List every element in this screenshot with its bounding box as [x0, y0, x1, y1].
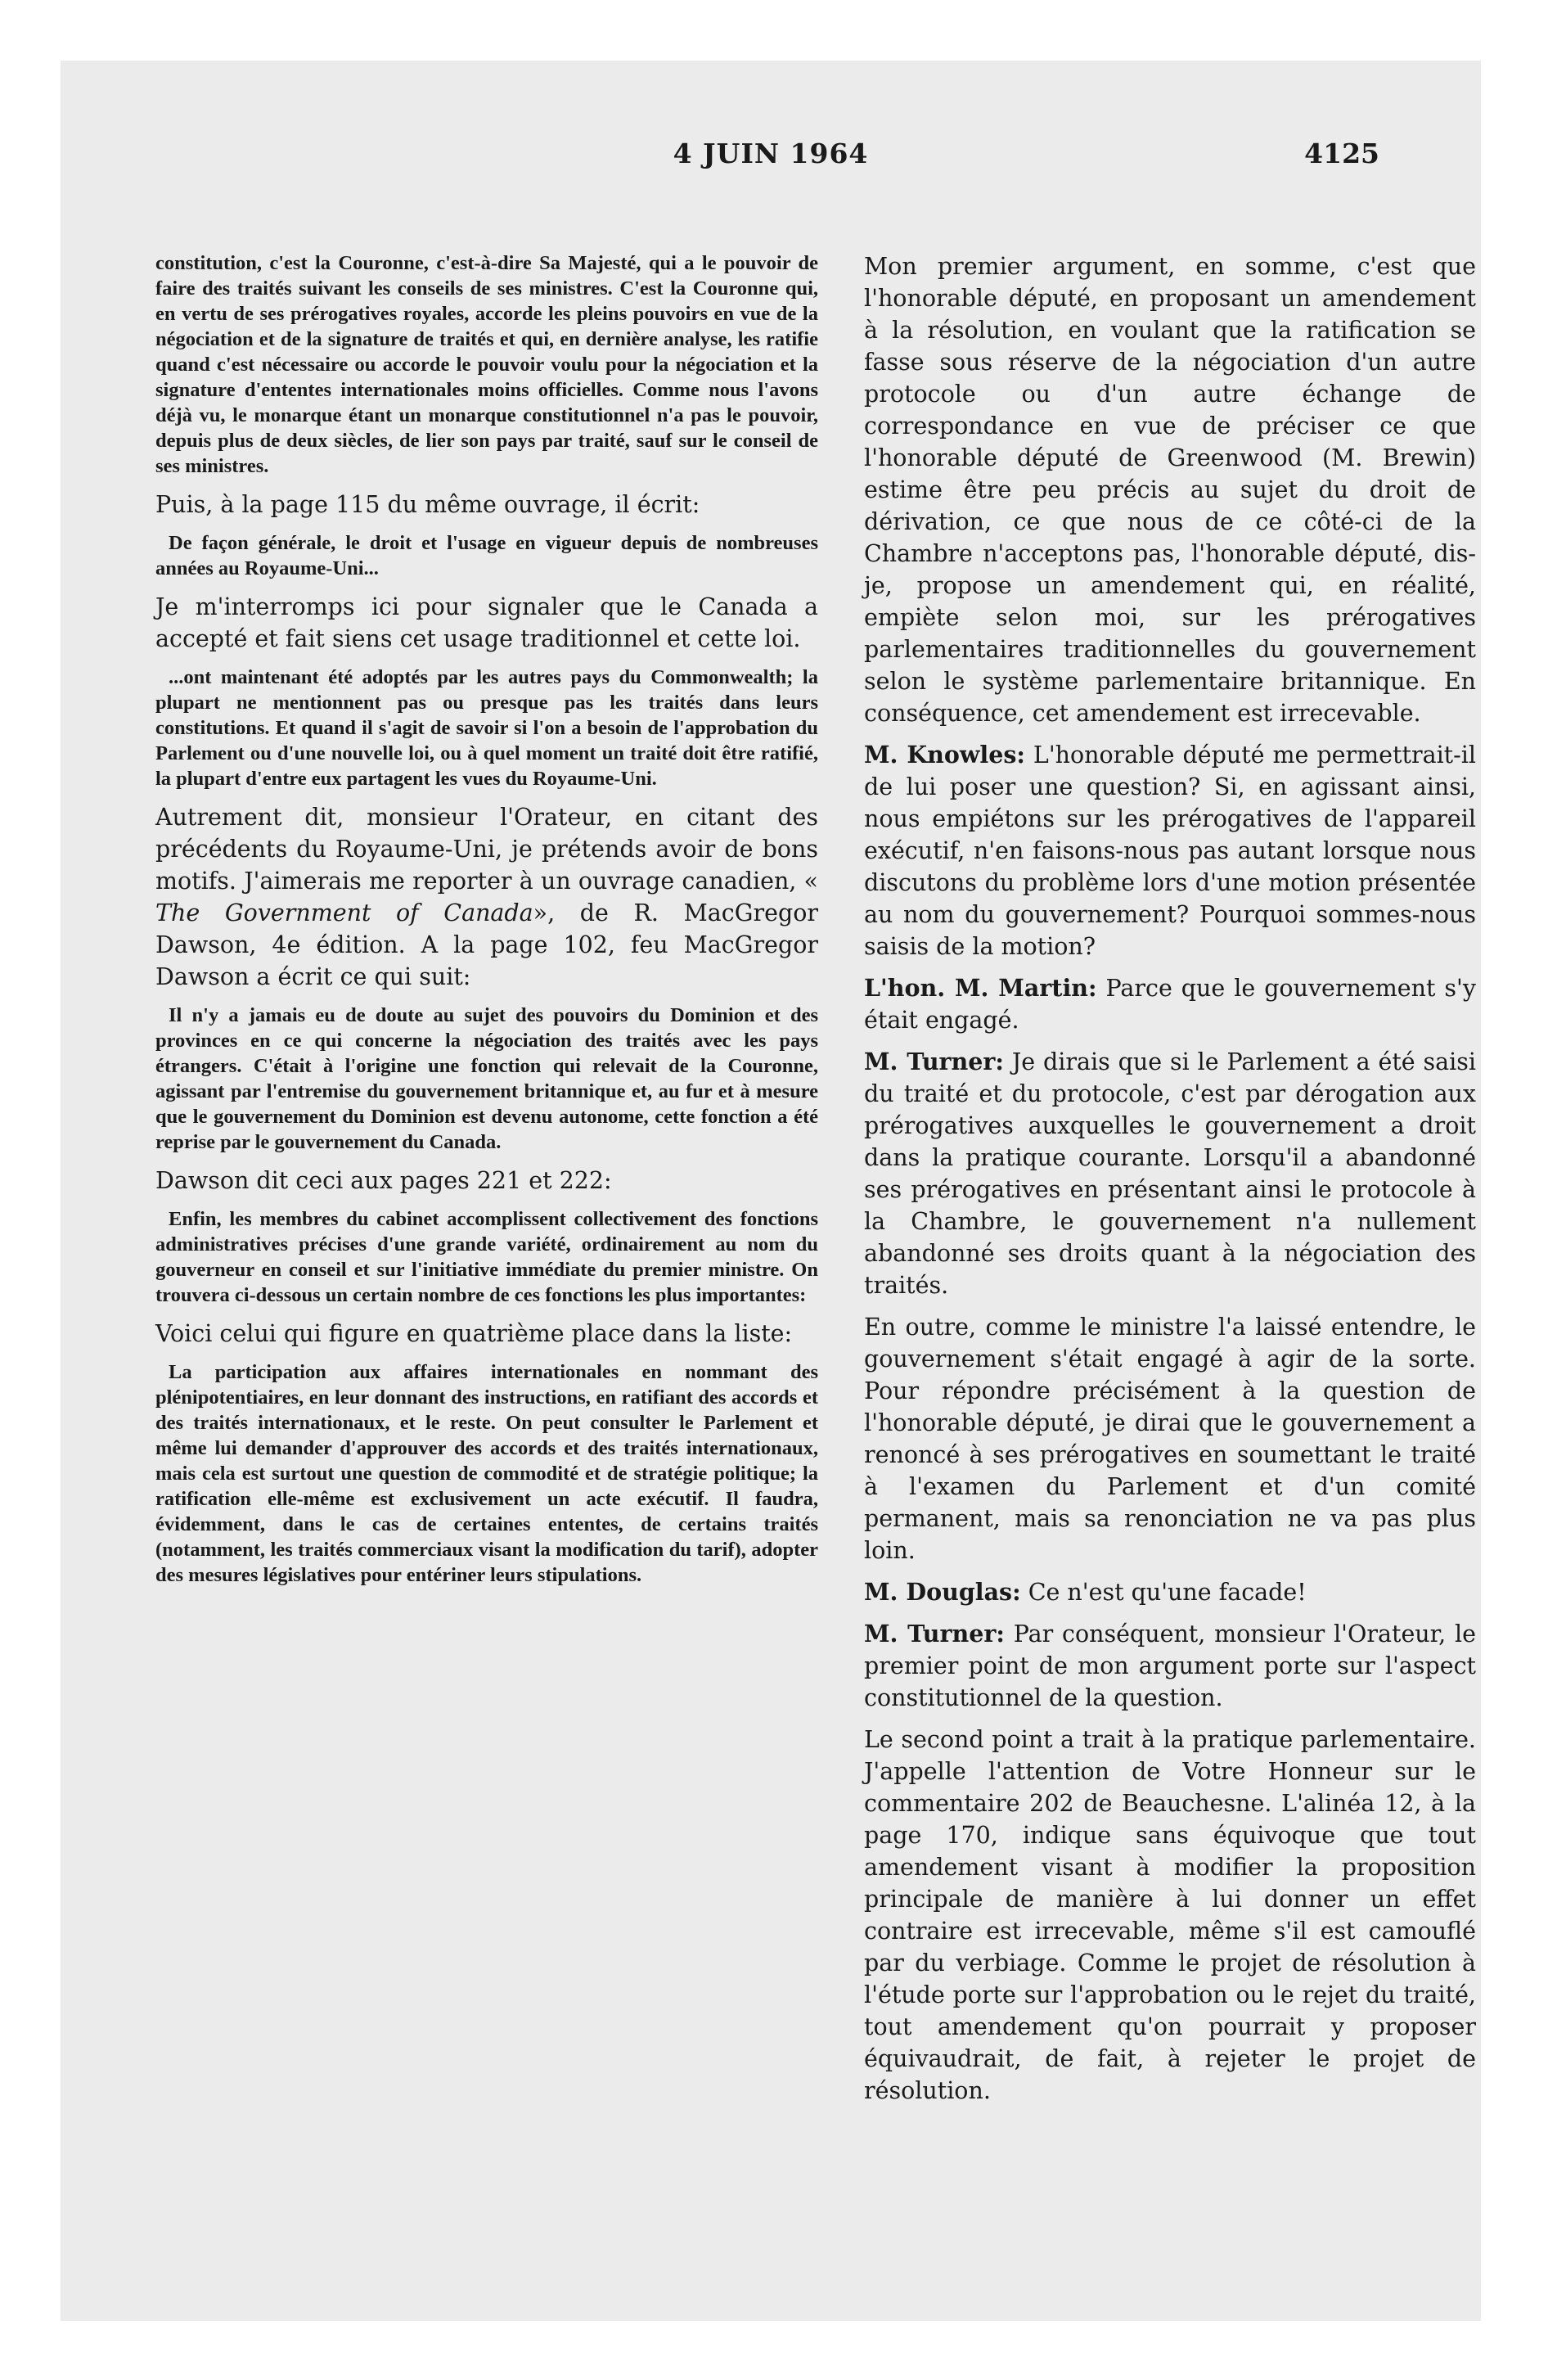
speech-text: L'honorable député me permettrait-il de lui poser une question? Si, en agissant ainsi, nous empiétons sur les prérogatives de l'appareil exécutif, n'en faisons-nous pas autant lorsque nous discutons du problème lors d'une motion présentée au nom du gouvernement? Pourquoi sommes-nous saisis de la motion? — [864, 741, 1476, 960]
speech-text: Parce que le gouvernement s'y était engagé. — [864, 975, 1476, 1034]
speech-paragraph: Je m'interromps ici pour signaler que le Canada a accepté et fait siens cet usage traditionnel et cette loi. — [155, 593, 818, 652]
speaker-name: M. Douglas: — [864, 1578, 1021, 1606]
speech-paragraph — [864, 1046, 1476, 1301]
book-title: The Government of Canada — [155, 899, 533, 926]
speech-text: Je dirais que si le Parlement a été saisi du traité et du protocole, c'est par dérogation aux prérogatives auxquelles le gouvernement a droit dans la pratique courante. Lorsqu'il a abandonné ses prérogatives en présentant ainsi le protocole à la Chambre, le gouvernement n'a nullement abandonné ses droits quant à la négociation des traités. — [864, 1048, 1477, 1299]
speech-paragraph — [864, 1618, 1476, 1714]
speech-text: Mon premier argument, en somme, c'est que l'honorable député, en proposant un amendement à la résolution, en voulant que la ratification se fasse sous réserve de la négociation d'un autre protocole ou d'un autre échange de correspondance en vue de préciser ce que l'honorable député de Greenwood (M. Brewin) estime être peu précis au sujet du droit de dérivation, ce que nous de ce côté-ci de la Chambre n'acceptons pas, l'honorable député, dis-je, propose un amendement qui, en réalité, empiète selon moi, sur les prérogatives parlementaires traditionnelles du gouvernement selon le système parlementaire britannique. En conséquence, cet amendement est irrecevable. — [864, 253, 1476, 727]
speech-paragraph — [155, 801, 818, 993]
page — [61, 61, 1481, 2321]
header-date: 4 JUIN 1964 — [673, 137, 869, 169]
speaker-name: M. Knowles: — [864, 741, 1025, 769]
speech-paragraph: Dawson dit ceci aux pages 221 et 222: — [155, 1167, 612, 1194]
speaker-name: M. Turner: — [864, 1620, 1005, 1648]
quote-paragraph: Il n'y a jamais eu de doute au sujet des pouvoirs du Dominion et des provinces en ce qui concerne la négociation des traités avec les pays étrangers. C'était à l'origine une fonction qui relevait de la Couronne, agissant par l'entremise du gouvernement britannique et, au fur et à mesure que le gouvernement du Dominion est devenu autonome, cette fonction a été reprise par le gouvernement du Canada. — [155, 1004, 818, 1153]
speech-text: Autrement dit, monsieur l'Orateur, en citant des précédents du Royaume-Uni, je prétends avoir de bons motifs. J'aimerais me reporter à un ouvrage canadien, « — [155, 804, 818, 895]
speech-paragraph — [864, 1724, 1476, 2107]
speech-paragraph — [864, 1311, 1476, 1566]
speaker-name: M. Turner: — [864, 1048, 1004, 1075]
speech-text: En outre, comme le ministre l'a laissé entendre, le gouvernement s'était engagé à agir de la sorte. Pour répondre précisément à la question de l'honorable député, je dirai que le gouvernement a renoncé à ses prérogatives en soumettant le traité à l'examen du Parlement et d'un comité permanent, mais sa renonciation ne va pas plus loin. — [864, 1314, 1476, 1564]
page-number: 4125 — [1304, 137, 1379, 169]
quote-paragraph: ...ont maintenant été adoptés par les autres pays du Commonwealth; la plupart ne mentionnent pas ou presque pas les traités dans leurs constitutions. Et quand il s'agit de savoir si l'on a besoin de l'approbation du Parlement ou d'une nouvelle loi, ou à quel moment un traité doit être ratifié, la plupart d'entre eux partagent les vues du Royaume-Uni. — [155, 666, 818, 790]
left-column — [155, 250, 818, 1598]
quote-paragraph: Enfin, les membres du cabinet accomplissent collectivement des fonctions administratives précises d'une grande variété, ordinairement au nom du gouverneur en conseil et sur l'initiative immédiate du premier ministre. On trouvera ci-dessous un certain nombre de ces fonctions les plus importantes: — [155, 1208, 818, 1306]
quote-paragraph: De façon générale, le droit et l'usage en vigueur depuis de nombreuses années au Royaume-Uni... — [155, 532, 818, 579]
speech-paragraph: Puis, à la page 115 du même ouvrage, il écrit: — [155, 491, 700, 518]
speech-paragraph — [864, 250, 1476, 729]
speech-paragraph — [864, 972, 1476, 1036]
speech-text: Par conséquent, monsieur l'Orateur, le premier point de mon argument porte sur l'aspect constitutionnel de la question. — [864, 1620, 1477, 1711]
speech-text: », de R. MacGregor Dawson, 4e édition. A la page 102, feu MacGregor Dawson a écrit ce qui suit: — [155, 899, 818, 990]
speech-paragraph — [864, 1576, 1476, 1608]
speech-text: Ce n'est qu'une facade! — [1028, 1579, 1307, 1606]
right-column — [864, 250, 1476, 2116]
quote-paragraph: La participation aux affaires internationales en nommant des plénipotentiaires, en leur donnant des instructions, en ratifiant des accords et des traités internationaux, et le reste. On peut consulter le Parlement et même lui demander d'approuver des accords et des traités internationaux, mais cela est surtout une question de commodité et de stratégie politique; la ratification elle-même est exclusivement un acte exécutif. Il faudra, évidemment, dans le cas de certaines ententes, de certains traités (notamment, les traités commerciaux visant la modification du tarif), adopter des mesures législatives pour entériner leurs stipulations. — [155, 1361, 818, 1586]
speech-text: Le second point a trait à la pratique parlementaire. J'appelle l'attention de Votre Honneur sur le commentaire 202 de Beauchesne. L'alinéa 12, à la page 170, indique sans équivoque que tout amendement visant à modifier la proposition principale de manière à lui donner un effet contraire est irrecevable, même s'il est camouflé par du verbiage. Comme le projet de résolution à l'étude porte sur l'approbation ou le rejet du traité, tout amendement qu'on pourrait y proposer équivaudrait, de fait, à rejeter le projet de résolution. — [864, 1726, 1476, 2104]
speech-paragraph: Voici celui qui figure en quatrième place dans la liste: — [155, 1320, 793, 1347]
quote-paragraph: constitution, c'est la Couronne, c'est-à-dire Sa Majesté, qui a le pouvoir de faire des traités suivant les conseils de ses ministres. C'est la Couronne qui, en vertu de ses prérogatives royales, accorde les pleins pouvoirs en vue de la négociation et de la signature de traités et qui, en dernière analyse, les ratifie quand c'est nécessaire ou accorde le pouvoir voulu pour la négociation et la signature d'ententes internationales moins officielles. Comme nous l'avons déjà vu, le monarque étant un monarque constitutionnel n'a pas le pouvoir, depuis plus de deux siècles, de lier son pays par traité, sauf sur le conseil de ses ministres. — [155, 252, 818, 477]
page-header — [61, 137, 1481, 187]
speech-paragraph — [864, 739, 1476, 962]
speaker-name: L'hon. M. Martin: — [864, 974, 1097, 1002]
